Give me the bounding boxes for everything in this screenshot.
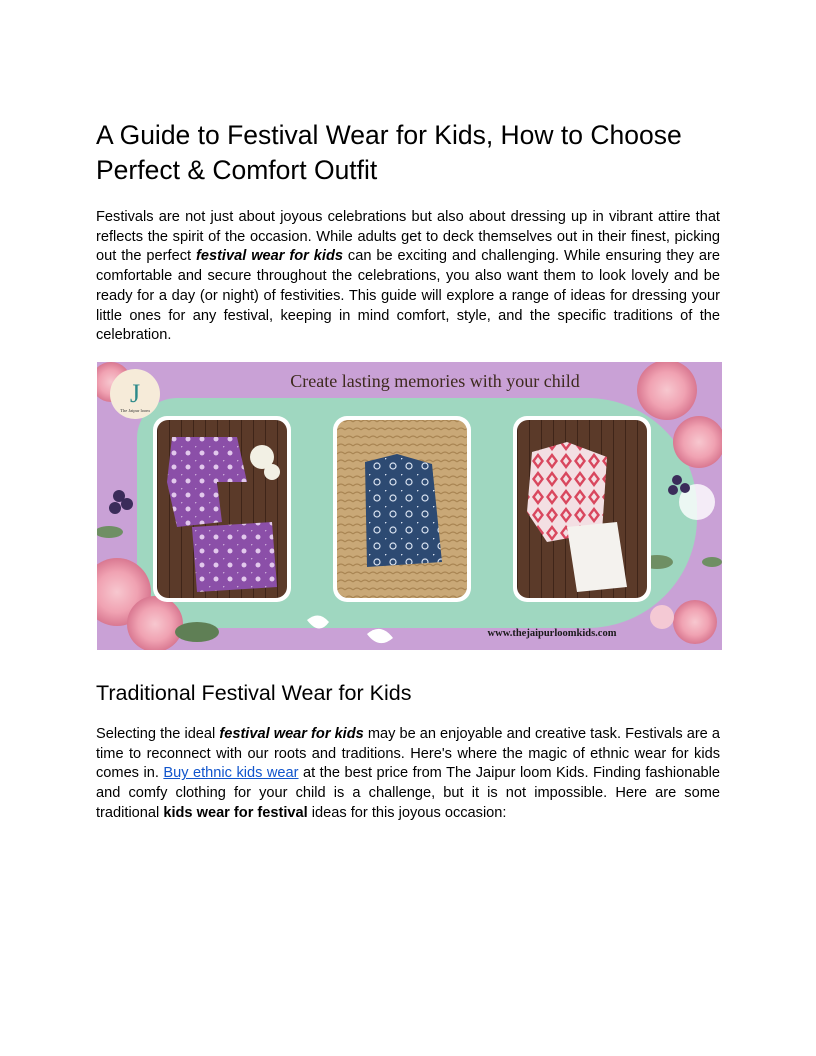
intro-emphasis: festival wear for kids: [195, 248, 343, 265]
svg-text:J: J: [129, 379, 141, 408]
section-heading: Traditional Festival Wear for Kids: [96, 681, 412, 705]
intro-text-1: Festivals are not just about joyous celebrations but also about dressing up in vibrant attire that reflects the spirit of the occasion. While adults get to deck themselves out in their finest, picking out the perfect: [96, 209, 720, 265]
section-text-4: ideas for this joyous occasion:: [307, 804, 507, 821]
banner-graphic: [97, 362, 722, 650]
section-text-3: at the best price from The Jaipur loom Kids. Finding fashionable and comfy clothing for your child is a challenge, but it is not impossible. Here are some traditional: [96, 765, 720, 821]
section-bold: kids wear for festival: [163, 804, 308, 821]
logo-text: The Jaipur loom: [120, 408, 150, 413]
section-text-1: Selecting the ideal: [96, 726, 220, 742]
intro-paragraph: [96, 208, 720, 346]
buy-ethnic-kids-wear-link[interactable]: Buy ethnic kids wear: [163, 765, 299, 782]
promo-banner-image: [97, 362, 722, 650]
banner-headline: Create lasting memories with your child: [290, 371, 580, 391]
intro-text-2: can be exciting and challenging. While ensuring they are comfortable and secure throughout the celebrations, you also want them to look lovely and be ready for a day (or night) of festivities. This guide will explore a range of ideas for dressing your little ones for any festival, keeping in mind comfort, style, and the specific traditions of the celebration.: [96, 248, 720, 344]
document-title: A Guide to Festival Wear for Kids, How to Choose Perfect & Comfort Outfit: [96, 120, 682, 185]
section-paragraph: [96, 725, 720, 824]
banner-website: www.thejaipurloomkids.com: [487, 628, 617, 639]
section-text-2: may be an enjoyable and creative task. Festivals are a time to reconnect with our roots and traditions. Here's where the magic of ethnic wear for kids comes in.: [96, 726, 720, 782]
section-emphasis: festival wear for kids: [219, 726, 364, 742]
